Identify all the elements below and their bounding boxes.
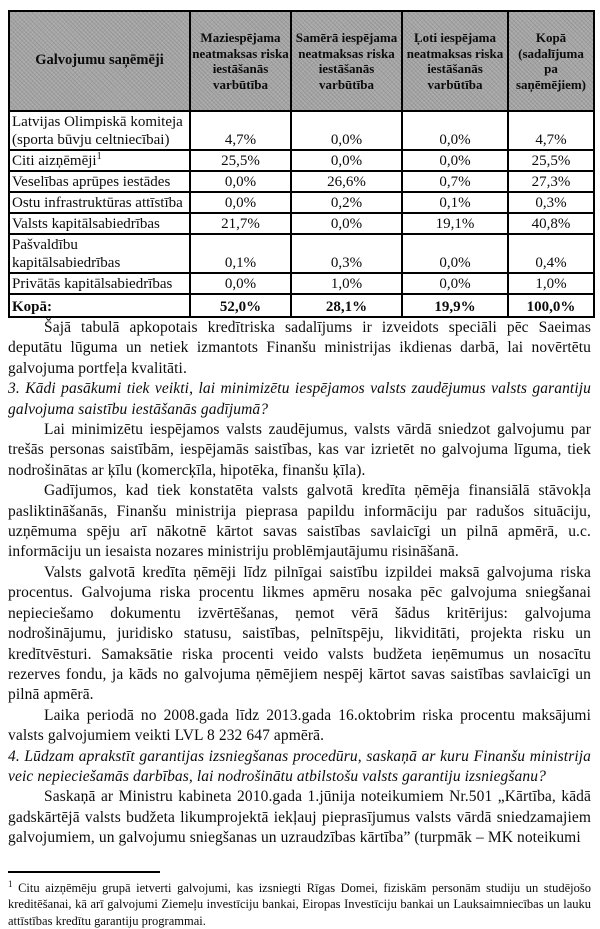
column-header-high-risk: Ļoti iespējama neatmaksas riska iestāšanās varbūtība <box>402 11 508 111</box>
table-header-row <box>9 11 594 111</box>
footnote-ref: 1 <box>8 878 13 889</box>
footnote-marker: 1 <box>96 151 102 162</box>
row-value: 25,5% <box>190 150 291 171</box>
row-value: 0,1% <box>190 234 291 273</box>
section3-paragraph-4: Laika periodā no 2008.gada līdz 2013.gada 16.oktobrim riska procentu maksājumi valsts galvojumiem veikti LVL 8 232 647 apmērā. <box>8 706 591 745</box>
footnote-area <box>8 871 591 929</box>
section3-paragraph-3: Valsts galvotā kredīta ņēmēji līdz pilnīgai saistību izpildei maksā galvojuma riska procentus. Galvojuma riska procentu likmes apmēru nosaka pēc galvojuma sniegšanai nepieciešamo dokumentu izvērtēšanas, ņemot vērā šādus kritērijus: galvojuma nodrošinājumu, juridisko statusu, saistības, pelnītspēju, likviditāti, projekta risku un kredītvēsturi. Samaksātie riska procenti veido valsts budžeta ieņēmumus un nosacītu rezerves fondu, ja kāds no galvojuma ņēmējiem nespēj kārtot savas saistības savlaicīgi un pilnā apmērā. <box>8 563 591 704</box>
row-value: 0,0% <box>402 111 508 150</box>
table-row <box>9 213 594 234</box>
row-value: 27,3% <box>508 171 594 192</box>
footnote-text <box>8 876 591 929</box>
section3-paragraph-2: Gadījumos, kad tiek konstatēta valsts galvotā kredīta ņēmēja finansiālā stāvokļa pasliktināšanās, Finanšu ministrija pieprasa papildu informāciju par radušos situāciju, uzņēmuma spēju arī nākotnē kārtot savas saistības savlaicīgi un pilnā apmērā, u.c. informāciju un iesaista nozares ministriju problēmjautājumu risināšanā. <box>8 482 591 561</box>
row-value: 100,0% <box>508 294 594 317</box>
row-value: 0,0% <box>291 150 402 171</box>
column-header-recipients: Galvojumu saņēmēji <box>9 11 190 111</box>
row-value: 0,2% <box>291 192 402 213</box>
section4-heading: 4. Lūdzam aprakstīt garantijas izsniegšanas procedūru, saskaņā ar kuru Finanšu ministrija veic nepieciešamās darbības, lai nodrošinātu atbilstošu valsts garantiju izsniegšanu? <box>8 747 591 785</box>
row-value: 0,1% <box>402 192 508 213</box>
row-value: 40,8% <box>508 213 594 234</box>
row-value: 19,1% <box>402 213 508 234</box>
row-label: Privātās kapitālsabiedrības <box>9 273 190 294</box>
row-value: 0,0% <box>291 213 402 234</box>
row-value: 0,3% <box>508 192 594 213</box>
row-label-text: Citi aizņēmēji <box>12 153 97 169</box>
row-value: 28,1% <box>291 294 402 317</box>
row-value: 0,4% <box>508 234 594 273</box>
row-label: Kopā: <box>9 294 190 317</box>
table-row <box>9 192 594 213</box>
footnote-separator <box>8 871 160 873</box>
column-header-total: Kopā (sadalījuma pa saņēmējiem) <box>508 11 594 111</box>
table-row <box>9 150 594 171</box>
row-value: 0,0% <box>190 171 291 192</box>
table-row <box>9 171 594 192</box>
row-value: 4,7% <box>190 111 291 150</box>
table-total-row <box>9 294 594 317</box>
row-label: Latvijas Olimpiskā komiteja (sporta būvju celtniecībai) <box>9 111 190 150</box>
table-note: Šajā tabulā apkopotais kredītriska sadalījums ir izveidots speciāli pēc Saeimas deputātu lūguma un netiek izmantots Finanšu ministrijas ikdienas darbā, lai novērtētu galvojuma portfeļa kvalitāti. <box>8 319 591 377</box>
column-header-low-risk: Maziespējama neatmaksas riska iestāšanās varbūtība <box>190 11 291 111</box>
row-value: 26,6% <box>291 171 402 192</box>
row-value: 0,0% <box>402 150 508 171</box>
row-value: 52,0% <box>190 294 291 317</box>
row-label: Valsts kapitālsabiedrības <box>9 213 190 234</box>
row-label <box>9 150 190 171</box>
row-value: 4,7% <box>508 111 594 150</box>
table-row <box>9 111 594 150</box>
row-value: 25,5% <box>508 150 594 171</box>
row-value: 1,0% <box>291 273 402 294</box>
row-value: 19,9% <box>402 294 508 317</box>
row-value: 0,0% <box>291 111 402 150</box>
row-value: 0,7% <box>402 171 508 192</box>
row-label: Ostu infrastruktūras attīstība <box>9 192 190 213</box>
row-value: 0,0% <box>402 234 508 273</box>
section3-paragraph-1: Lai minimizētu iespējamos valsts zaudējumus, valsts vārdā sniedzot galvojumu par trešās personas saistībām, iespējamās saistības, kas var izrietēt no galvojuma līguma, tiek nodrošinātas ar ķīlu (komercķīla, hipotēka, finanšu ķīla). <box>8 421 591 479</box>
row-value: 0,3% <box>291 234 402 273</box>
row-value: 0,0% <box>190 273 291 294</box>
row-value: 21,7% <box>190 213 291 234</box>
credit-risk-table <box>8 10 595 318</box>
column-header-medium-risk: Samērā iespējama neatmaksas riska iestāšanās varbūtība <box>291 11 402 111</box>
row-value: 1,0% <box>508 273 594 294</box>
section4-paragraph-1: Saskaņā ar Ministru kabineta 2010.gada 1.jūnija noteikumiem Nr.501 „Kārtība, kādā gadskārtējā valsts budžeta likumprojektā iekļauj pieprasījumus valsts vārdā sniedzamajiem galvojumiem, un galvojumu sniegšanas un uzraudzības kārtība” (turpmāk – MK noteikumi <box>8 788 591 847</box>
row-value: 0,0% <box>190 192 291 213</box>
footnote-body: Citu aizņēmēju grupā ietverti galvojumi, kas izsniegti Rīgas Domei, fiziskām personām studiju un studējošo kreditēšanai, kā arī galvojumi Ziemeļu investīciju bankai, Eiropas Investīciju bankai un Lauksaimniecības un lauku attīstības kredītu garantiju programmai. <box>8 880 592 928</box>
section3-heading: 3. Kādi pasākumi tiek veikti, lai minimizētu iespējamos valsts zaudējumus valsts garantiju galvojuma saistību iestāšanās gadījumā? <box>8 380 591 418</box>
row-label: Veselības aprūpes iestādes <box>9 171 190 192</box>
table-row <box>9 234 594 273</box>
table-row <box>9 273 594 294</box>
row-label: Pašvaldību kapitālsabiedrības <box>9 234 190 273</box>
row-value: 0,0% <box>402 273 508 294</box>
